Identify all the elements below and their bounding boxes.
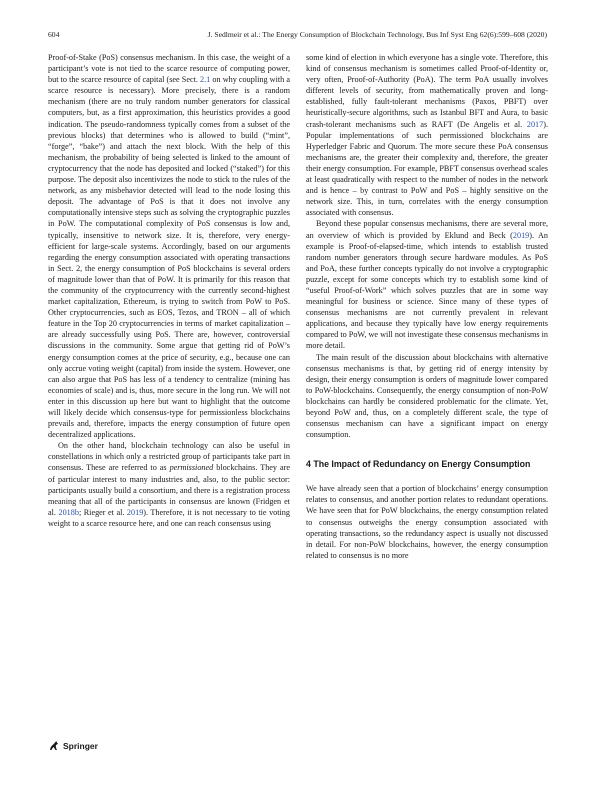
paragraph: Proof-of-Stake (PoS) consensus mechanism. In this case, the weight of a participant’s vote is not tied to the scarce resource of computing power, but to the scarce resource of capital (see Sect. 2.1 on why coupling with a scarce resource is necessary). More precisely, there is a random mechanism (there are no truly random number generators for classical computers, but, as a first approximation, this heuristics provides a good indication. The pseudo-randomness typically comes from a subset of the previous blocks) that determines who is allowed to build (“mint”, “forge”, “bake”) and attach the next block. With the help of this mechanism, the probability of being selected is linked to the amount of cryptocurrency that the node has deposited and locked (“staked”) for this purpose. The deposit also incentivizes the node to stick to the rules of the network, as any misbehavior detected will lead to the node losing this deposit. The advantage of PoS is that it does not involve any computationally intensive steps such as solving the cryptographic puzzles in PoW. The computational complexity of PoS consensus is low and, typically, insensitive to network size. It is, therefore, very energy-efficient for large-scale systems. Accordingly, based on our arguments regarding the energy consumption associated with operating transactions in Sect. 2, the energy consumption of PoS blockchains is several orders of magnitude lower than that of PoW. It is primarily for this reason that the community of the cryptocurrency with the currently second-highest market capitalization, Ethereum, is trying to switch from PoW to PoS. Other cryptocurrencies, such as EOS, Tezos, and TRON – all of which feature in the Top 20 cryptocurrencies in terms of market capitalization – are already successfully using PoS. There are, however, controversial discussions in the community. Some argue that getting rid of PoW’s energy consumption comes at the price of security, e.g., because one can only accrue voting weight (capital) from inside the system. However, one can also argue that PoS has less of a tendency to centralize (mining has economies of scale) and is, thus, more secure in the long run. We will not enter in this discussion up here but want to highlight that the outcome will likely decide which consensus-type for permissionless blockchains prevails and, therefore, impacts the energy consumption of future open decentralized applications. (48, 53, 290, 440)
paragraph: On the other hand, blockchain technology can also be useful in constellations in which only a restricted group of participants take part in consensus. These are referred to as permissioned blockchains. They are of particular interest to many industries and, also, to the public sector: participants usually build a consortium, and there is a registration process meaning that all of the participants in consensus are known (Fridgen et al. 2018b; Rieger et al. 2019). Therefore, it is not necessary to tie voting weight to a scarce resource here, and one can reach consensus using (48, 441, 290, 528)
running-title: J. Sedlmeir et al.: The Energy Consumption of Blockchain Technology, Bus Inf Syst Eng 62(6):599–608 (2020) (207, 30, 547, 39)
springer-horse-icon (48, 740, 60, 752)
publisher-name: Springer (63, 741, 98, 751)
section-link[interactable]: 2.1 (200, 75, 211, 85)
citation-link[interactable]: 2018b (58, 507, 79, 517)
citation-link[interactable]: 2019 (512, 230, 530, 240)
citation-link[interactable]: 2017 (526, 119, 544, 129)
publisher-logo (48, 740, 98, 752)
paragraph: The main result of the discussion about blockchains with alternative consensus mechanisms is that, by getting rid of energy intensity by design, their energy consumption is orders of magnitude lower compared to PoW-blockchains. Consequently, the energy consumption of non-PoW blockchains can hardly be considered problematic for the climate. Yet, beyond PoW and, thus, on a completely different scale, the type of consensus mechanism can have a significant impact on energy consumption. (306, 352, 548, 440)
running-header (48, 30, 547, 40)
paragraph: We have already seen that a portion of blockchains’ energy consumption relates to consensus, and another portion relates to redundant operations. We have seen that for PoW blockchains, the energy consumption related to consensus outweighs the energy consumption associated with operating transactions, so the redundancy aspect is usually not discussed in detail. For non-PoW blockchains, however, the energy consumption related to consensus is no more (306, 484, 548, 560)
paragraph: some kind of election in which everyone has a single vote. Therefore, this kind of consensus mechanism is sometimes called Proof-of-Identity or, very often, Proof-of-Authority (PoA). The term PoA usually involves different levels of security, from mathematically proven and long-established, fully fault-tolerant mechanisms (Paxos, PBFT) over heuristically-secure algorithms, such as Istanbul BFT and Aura, to basic crash-tolerant mechanisms such as RAFT (De Angelis et al. 2017). Popular implementations of such permissioned blockchains are Hyperledger Fabric and Quorum. The more secure these PoA consensus mechanisms are, the greater their complexity and, therefore, the greater their energy consumption. For example, PBFT consensus overhead scales at least quadratically with respect to the number of nodes in the network and is hence – by contrast to PoW and PoS – highly sensitive on the network size. This, in turn, correlates with the energy consumption associated with consensus. (306, 53, 548, 218)
paragraph: Beyond these popular consensus mechanisms, there are several more, an overview of which is provided by Eklund and Beck (2019). An example is Proof-of-elapsed-time, which intends to establish trusted random number generators through secure hardware modules. As PoS and PoA, these further concepts typically do not involve a cryptographic puzzle, except for some concepts which try to establish some kind of “useful Proof-of-Work” which solves puzzles that are in some way meaningful for business or science. Since many of these types of consensus mechanisms are not currently prevalent in relevant applications, and because they typically have low energy requirements compared to PoW, we will not investigate these consensus mechanisms in more detail. (306, 219, 549, 351)
emphasis: permissioned (169, 463, 214, 473)
page-number: 604 (48, 30, 60, 39)
right-column (306, 52, 548, 561)
citation-link[interactable]: 2019 (126, 507, 144, 517)
section-heading: 4 The Impact of Redundancy on Energy Consumption (306, 459, 531, 470)
left-column (48, 52, 290, 529)
